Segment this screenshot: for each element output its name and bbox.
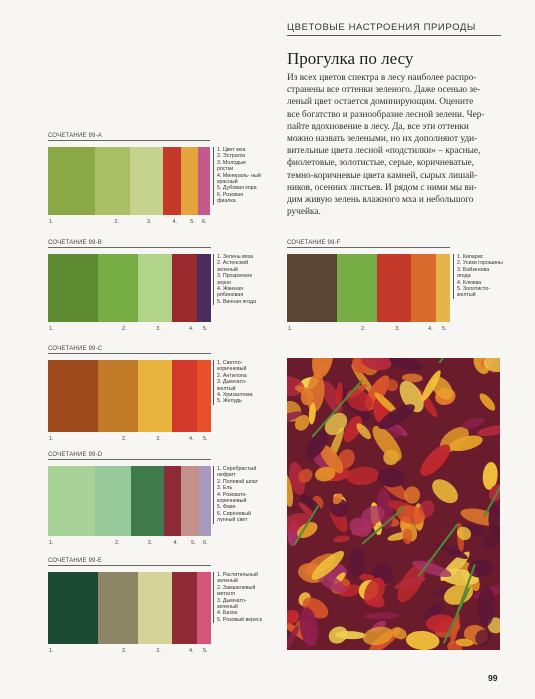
color-swatch [181, 466, 199, 536]
color-swatch [138, 572, 172, 644]
legend-item: 3. Прозрачное зерно [217, 273, 253, 286]
article-line: можно назвать зелеными, но их дополняют уди- [287, 134, 478, 145]
legend-item: 6. Сиреневый лунный свет [217, 510, 252, 524]
swatch-number: 6. [203, 540, 208, 546]
swatch-number: 4. [172, 219, 178, 225]
swatch-numbers [48, 540, 211, 548]
legend-item: 2. Усики горошины [457, 260, 503, 267]
legend-item: 5. Фавн [217, 504, 236, 511]
swatch-numbers [48, 648, 211, 656]
legend-item: 2. Эстрагон [217, 153, 246, 160]
combination-99b [48, 240, 263, 348]
color-swatch [436, 254, 450, 322]
legend-item: 2. Антилопа [217, 372, 247, 379]
article-title: Прогулка по лесу [287, 49, 414, 68]
swatch-row [48, 360, 211, 432]
color-swatch [377, 254, 411, 322]
legend-item: 3. Дымчато- зеленый [217, 597, 247, 611]
color-swatch [95, 466, 131, 536]
combination-title: СОЧЕТАНИЕ 99-D [48, 452, 211, 460]
legend-item: 1. Серебристый нефрит [217, 466, 257, 479]
swatch-number: 3. [395, 326, 400, 332]
legend-item: 2. Полевой шпат [217, 478, 259, 485]
swatch-number: 2. [361, 326, 366, 332]
swatch-number: 5. [190, 219, 195, 225]
swatch-number: 4. [428, 326, 433, 332]
article-line: вительные цвета лесной «подстилки» – красные, [287, 146, 481, 157]
legend-item: 4. Бизон [217, 610, 238, 617]
color-swatch [131, 466, 164, 536]
swatch-number: 4. [189, 648, 194, 654]
color-swatch [48, 360, 98, 432]
legend-item: 4. Розовато- коричневый [217, 491, 248, 505]
swatch-number: 3. [146, 219, 152, 225]
combination-title: СОЧЕТАНИЕ 99-А [48, 133, 210, 141]
swatch-row [48, 466, 211, 536]
color-legend [213, 360, 263, 405]
swatch-number: 3. [156, 326, 161, 332]
autumn-leaves-photo [287, 358, 500, 650]
color-swatch [197, 572, 211, 644]
page-number: 99 [488, 673, 498, 683]
legend-item: 3. Ель [217, 485, 233, 492]
color-swatch [337, 254, 377, 322]
swatch-number: 3. [156, 436, 161, 442]
color-swatch [197, 360, 211, 432]
swatch-number: 2. [114, 540, 120, 546]
legend-item: 3. Дымчато- желтый [217, 379, 247, 392]
color-swatch [172, 254, 197, 322]
combination-99a [48, 133, 263, 241]
color-legend [213, 572, 263, 623]
color-swatch [98, 360, 138, 432]
color-swatch [172, 572, 197, 644]
color-swatch [411, 254, 436, 322]
article-line: дим живую зелень влажного мха и небольшого [287, 195, 474, 206]
article-line: странены все оттенки зеленого. Даже осенью зе- [287, 85, 481, 96]
color-swatch [98, 572, 138, 644]
swatch-numbers [287, 326, 450, 334]
combination-title: СОЧЕТАНИЕ 99-Е [48, 558, 211, 566]
color-swatch [48, 147, 95, 215]
swatch-number: 5. [203, 326, 208, 332]
color-legend [213, 147, 263, 205]
color-swatch [48, 572, 98, 644]
swatch-row [48, 147, 210, 215]
swatch-row [48, 572, 211, 644]
swatch-number: 2. [122, 326, 127, 332]
autumn-leaves-image [287, 358, 500, 650]
legend-item: 5. Винная ягода [217, 298, 257, 305]
swatch-number: 3. [147, 540, 153, 546]
legend-item: 1. Светло- коричневый [217, 360, 247, 373]
legend-item: 1. Растительный зеленый [217, 572, 258, 585]
swatch-number: 4. [173, 540, 178, 546]
combination-99d [48, 452, 263, 562]
article-line: ников, осенних листьев. И рядом с ними мы ви- [287, 182, 477, 193]
swatch-row [287, 254, 450, 322]
swatch-number: 1. [288, 326, 293, 332]
swatch-number: 5. [442, 326, 447, 332]
swatch-number: 6. [202, 219, 207, 225]
swatch-number: 5. [191, 540, 196, 546]
color-swatch [138, 254, 172, 322]
article-line: темно-коричневые цвета камней, сырых лишай- [287, 170, 478, 181]
swatch-number: 4. [189, 436, 194, 442]
swatch-row [48, 254, 211, 322]
color-swatch [48, 466, 95, 536]
article-line: ручейка. [287, 207, 321, 218]
legend-item: 1. Зелень вяза [217, 254, 254, 260]
swatch-number: 4. [189, 326, 194, 332]
legend-item: 5. Золотисто- желтый [457, 286, 491, 299]
legend-item: 2. Замшелевый металл [217, 584, 256, 598]
swatch-number: 3. [156, 648, 161, 654]
color-swatch [199, 466, 211, 536]
color-swatch [164, 466, 182, 536]
legend-item: 4. Жженая рябиновая [217, 286, 244, 299]
color-swatch [172, 360, 197, 432]
color-swatch [130, 147, 162, 215]
combination-99c [48, 346, 263, 458]
combination-99e [48, 558, 263, 670]
color-legend [213, 466, 263, 524]
color-swatch [95, 147, 130, 215]
legend-item: 4. Минераль- ный красный [217, 172, 261, 186]
section-header: ЦВЕТОВЫЕ НАСТРОЕНИЯ ПРИРОДЫ [287, 22, 501, 36]
legend-item: 5. Розовый вереск [217, 616, 262, 623]
color-swatch [181, 147, 199, 215]
combination-title: СОЧЕТАНИЕ 99-F [287, 240, 450, 248]
combination-title: СОЧЕТАНИЕ 99-С [48, 346, 211, 354]
swatch-number: 1. [49, 540, 54, 546]
swatch-number: 2. [114, 219, 120, 225]
swatch-number: 1. [49, 648, 54, 654]
swatch-numbers [48, 436, 211, 444]
legend-item: 5. Дубовая кора [217, 185, 257, 192]
color-swatch [98, 254, 138, 322]
article-line: все богатство и разнообразие лесной зелени. Чер- [287, 109, 485, 120]
swatch-numbers [48, 219, 210, 227]
combination-title: СОЧЕТАНИЕ 99-В [48, 240, 211, 248]
color-legend [213, 254, 263, 305]
article-line: леный цвет остается доминирующим. Оцените [287, 97, 474, 108]
color-swatch [287, 254, 337, 322]
color-legend [453, 254, 503, 299]
article-line: пайте вдохновение в лесу. Да, все эти оттенки [287, 121, 469, 132]
legend-item: 3. Молодые ростки [217, 159, 247, 173]
color-swatch [48, 254, 98, 322]
swatch-numbers [48, 326, 211, 334]
legend-item: 1. Цвет мха [217, 147, 246, 153]
legend-item: 4. Клюква [457, 279, 482, 286]
swatch-number: 1. [49, 326, 54, 332]
legend-item: 3. Бойзенова ягода [457, 266, 490, 280]
article-body [287, 72, 501, 218]
legend-item: 6. Розовая фиалка [217, 191, 243, 205]
swatch-number: 5. [203, 648, 208, 654]
swatch-number: 1. [49, 219, 54, 225]
swatch-number: 2. [122, 648, 127, 654]
color-swatch [197, 254, 211, 322]
color-swatch [138, 360, 172, 432]
color-swatch [163, 147, 181, 215]
article-line: Из всех цветов спектра в лесу наиболее распро- [287, 73, 477, 83]
legend-item: 1. Кипарис [457, 254, 484, 260]
swatch-number: 2. [122, 436, 127, 442]
swatch-number: 1. [49, 436, 54, 442]
article-line: фиолетовые, золотистые, серые, коричневатые, [287, 158, 474, 169]
legend-item: 4. Хризантема [217, 392, 253, 399]
legend-item: 5. Желудь [217, 398, 242, 405]
swatch-number: 5. [203, 436, 208, 442]
legend-item: 2. Астенский зеленый [217, 260, 249, 273]
color-swatch [198, 147, 210, 215]
combination-99f [287, 240, 503, 348]
